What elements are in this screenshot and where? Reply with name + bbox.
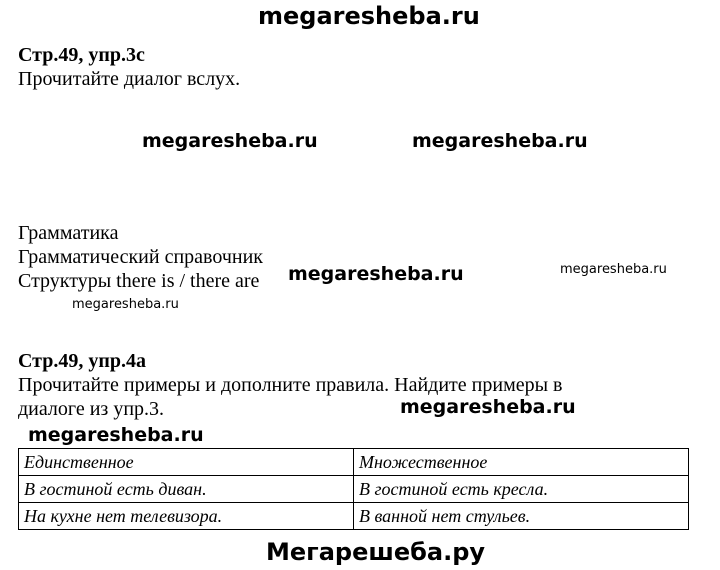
table-cell: Множественное	[354, 449, 689, 476]
watermark: megaresheba.ru	[560, 262, 667, 277]
instruction-text: диалоге из упр.3.	[18, 398, 165, 420]
link-there-is-there-are[interactable]: Структуры there is / there are	[18, 270, 260, 292]
watermark: megaresheba.ru	[142, 130, 318, 152]
table-row	[19, 449, 689, 476]
grammar-table	[18, 448, 689, 530]
footer-brand: Мегарешеба.ру	[266, 538, 486, 566]
link-grammar[interactable]: Грамматика	[18, 222, 119, 244]
watermark: megaresheba.ru	[28, 424, 204, 446]
table-row	[19, 503, 689, 530]
link-grammar-reference[interactable]: Грамматический справочник	[18, 246, 264, 268]
instruction-text: Прочитайте диалог вслух.	[18, 68, 241, 90]
table-cell: В ванной нет стульев.	[354, 503, 689, 530]
section-heading: Стр.49, упр.4a	[18, 350, 147, 372]
watermark: megaresheba.ru	[288, 263, 464, 285]
watermark: megaresheba.ru	[400, 396, 576, 418]
table-cell: На кухне нет телевизора.	[19, 503, 354, 530]
section-heading: Стр.49, упр.3c	[18, 44, 145, 66]
watermark-top: megaresheba.ru	[258, 2, 480, 30]
watermark: megaresheba.ru	[72, 297, 179, 312]
table-cell: В гостиной есть кресла.	[354, 476, 689, 503]
watermark: megaresheba.ru	[412, 130, 588, 152]
table-cell: Единственное	[19, 449, 354, 476]
instruction-text: Прочитайте примеры и дополните правила. Найдите примеры в	[18, 374, 563, 396]
table-cell: В гостиной есть диван.	[19, 476, 354, 503]
table-row	[19, 476, 689, 503]
